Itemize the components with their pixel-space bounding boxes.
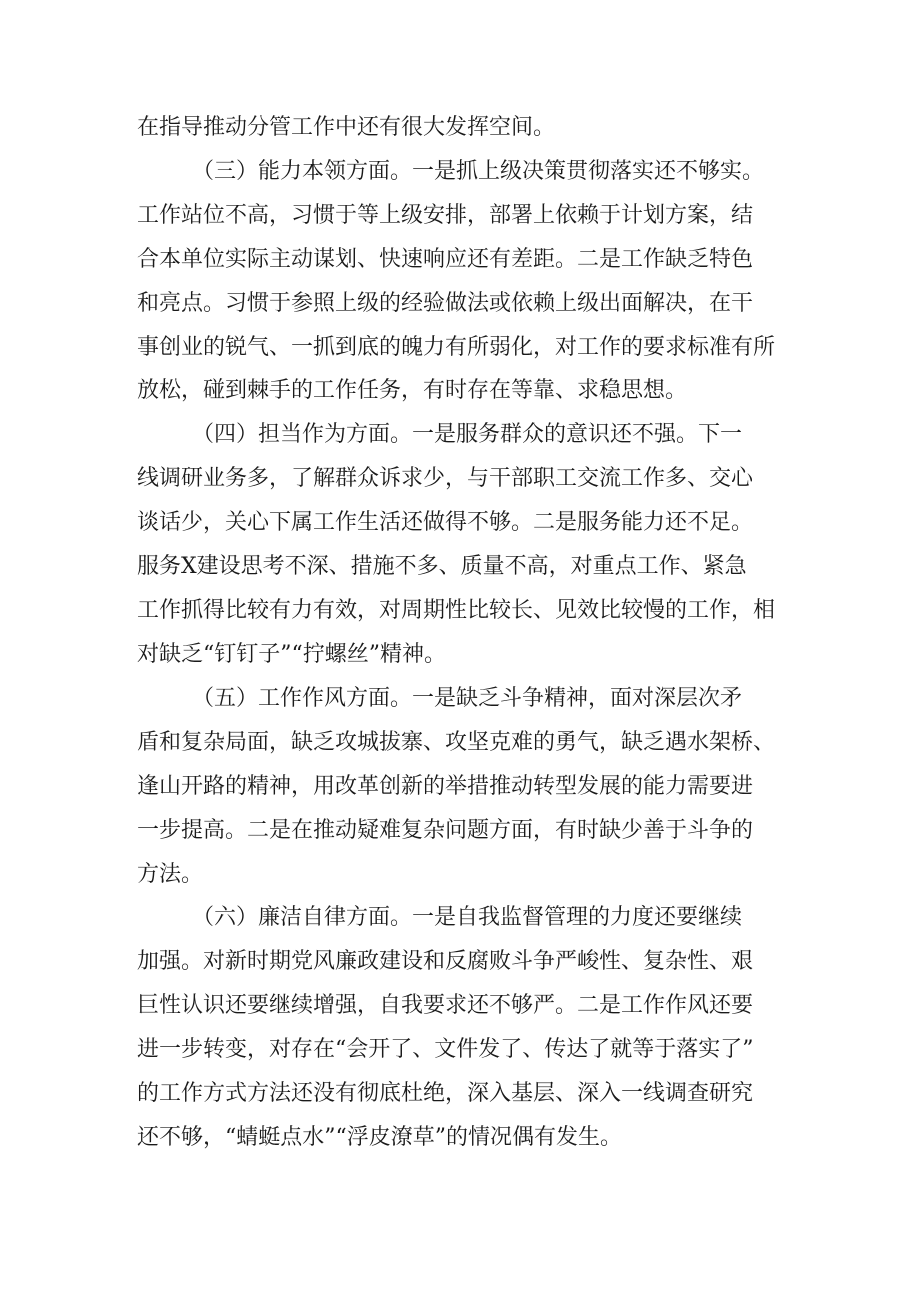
text-line: 对缺乏“钉钉子”“拧螺丝”精神。 <box>137 642 446 667</box>
text-line: 工作抓得比较有力有效，对周期性比较长、见效比较慢的工作，相 <box>137 598 776 623</box>
text-line: 谈话少，关心下属工作生活还做得不够。二是服务能力还不足。 <box>137 510 754 535</box>
text-line: 还不够，“蜻蜓点水”“浮皮潦草”的情况偶有发生。 <box>137 1125 622 1150</box>
text-line: 一步提高。二是在推动疑难复杂问题方面，有时缺少善于斗争的 <box>137 818 754 843</box>
text-line: （六）廉洁自律方面。一是自我监督管理的力度还要继续 <box>192 905 743 930</box>
text-line: 服务X建设思考不深、措施不多、质量不高，对重点工作、紧急 <box>137 554 747 579</box>
text-line: 工作站位不高，习惯于等上级安排，部署上依赖于计划方案，结 <box>137 203 754 228</box>
text-line: （四）担当作为方面。一是服务群众的意识还不强。下一 <box>192 422 743 447</box>
text-line: 在指导推动分管工作中还有很大发挥空间。 <box>137 115 556 140</box>
text-line: 盾和复杂局面，缺乏攻城拔寨、攻坚克难的勇气，缺乏遇水架桥、 <box>137 730 776 755</box>
text-line: 合本单位实际主动谋划、快速响应还有差距。二是工作缺乏特色 <box>137 247 754 272</box>
text-line: 和亮点。习惯于参照上级的经验做法或依赖上级出面解决，在干 <box>137 291 754 316</box>
text-line: 的工作方式方法还没有彻底杜绝，深入基层、深入一线调查研究 <box>137 1081 754 1106</box>
text-line: 巨性认识还要继续增强，自我要求还不够严。二是工作作风还要 <box>137 993 754 1018</box>
text-line: （五）工作作风方面。一是缺乏斗争精神，面对深层次矛 <box>192 686 743 711</box>
text-line: 事创业的锐气、一抓到底的魄力有所弱化，对工作的要求标准有所 <box>137 335 776 360</box>
text-line: 线调研业务多，了解群众诉求少，与干部职工交流工作多、交心 <box>137 466 754 491</box>
text-line: （三）能力本领方面。一是抓上级决策贯彻落实还不够实。 <box>192 159 765 184</box>
text-line: 加强。对新时期党风廉政建设和反腐败斗争严峻性、复杂性、艰 <box>137 949 754 974</box>
text-line: 进一步转变，对存在“会开了、文件发了、传达了就等于落实了” <box>137 1037 754 1062</box>
text-line: 方法。 <box>137 862 204 887</box>
text-line: 逢山开路的精神，用改革创新的举措推动转型发展的能力需要进 <box>137 774 754 799</box>
text-line: 放松，碰到棘手的工作任务，有时存在等靠、求稳思想。 <box>137 378 688 403</box>
